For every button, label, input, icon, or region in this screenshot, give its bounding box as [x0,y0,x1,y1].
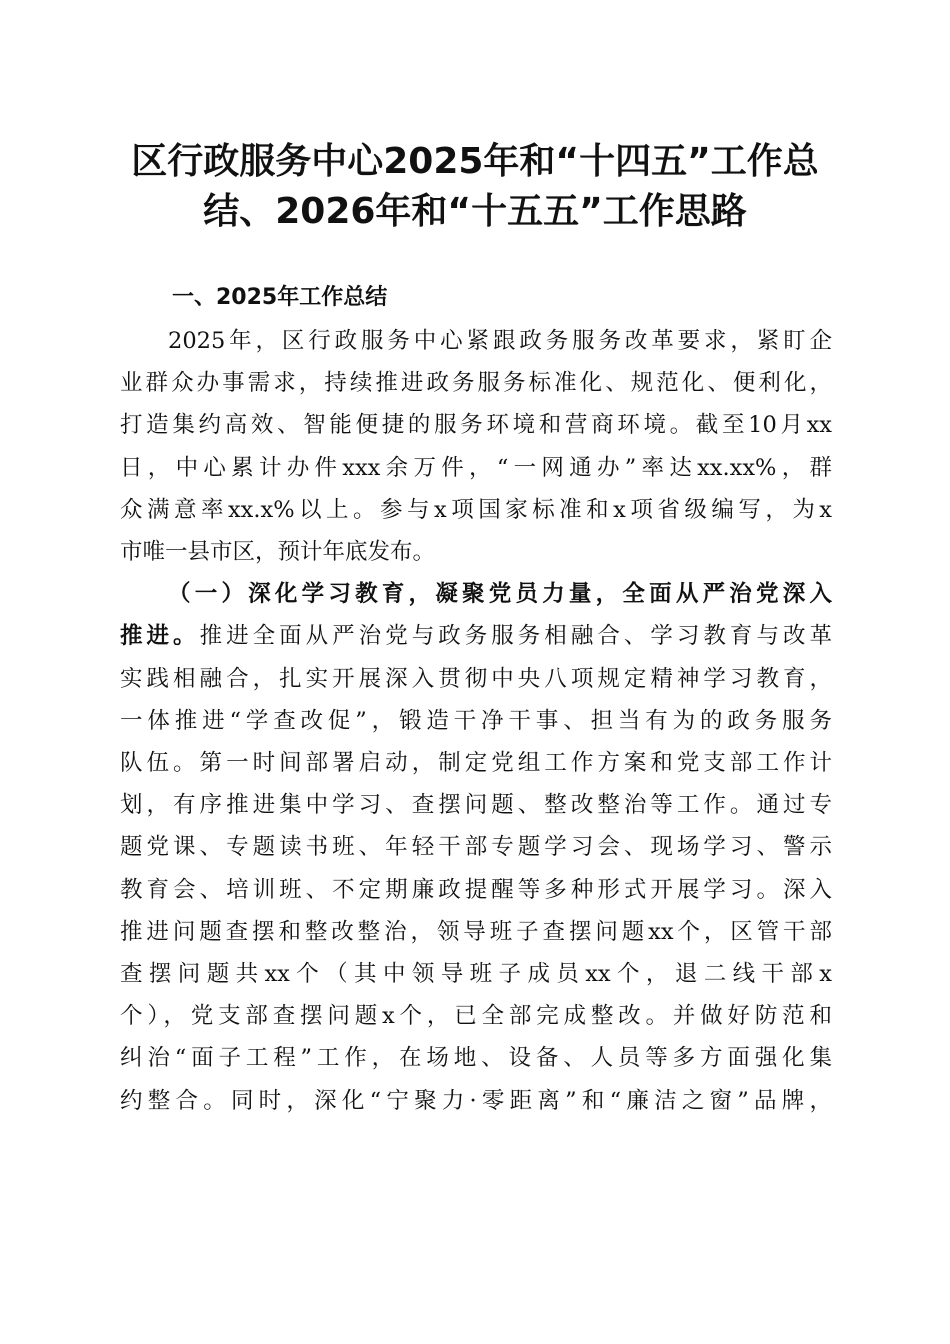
paragraph-line: 队伍。第一时间部署启动，制定党组工作方案和党支部工作计 [120,750,832,777]
paragraph-text: 推进全面从严治党与政务服务相融合、学习教育与改革 [199,623,832,650]
subsection-heading-end: 推进。 [120,623,200,650]
paragraph-line: 推进问题查摆和整改整治，领导班子查摆问题xx个，区管干部 [120,918,832,945]
paragraph-line: 题党课、专题读书班、年轻干部专题学习会、现场学习、警示 [120,834,832,861]
paragraph-line: 查摆问题共xx个（其中领导班子成员xx个，退二线干部x [120,961,832,988]
paragraph-line: 打造集约高效、智能便捷的服务环境和营商环境。截至10月xx [120,412,832,439]
title-line-2: 结、2026年和“十五五”工作思路 [203,191,747,232]
paragraph-line: 市唯一县市区，预计年底发布。 [120,539,436,566]
subsection-heading: （一）深化学习教育，凝聚党员力量，全面从严治党深入 [168,581,832,608]
paragraph-line: 实践相融合，扎实开展深入贯彻中央八项规定精神学习教育， [120,665,832,692]
paragraph-line: 约整合。同时，深化“宁聚力·零距离”和“廉洁之窗”品牌， [120,1087,832,1114]
paragraph-line: 一体推进“学查改促”，锻造干净干事、担当有为的政务服务 [120,707,832,734]
paragraph-line: 业群众办事需求，持续推进政务服务标准化、规范化、便利化， [120,370,832,397]
paragraph-line [120,615,832,657]
title-line-1: 区行政服务中心2025年和“十四五”工作总 [131,141,819,182]
paragraph-line: 2025年，区行政服务中心紧跟政务服务改革要求，紧盯企 [168,328,832,354]
paragraph-line: 划，有序推进集中学习、查摆问题、整改整治等工作。通过专 [120,792,832,819]
paragraph-line: 教育会、培训班、不定期廉政提醒等多种形式开展学习。深入 [120,876,832,903]
subsection-paragraph [120,573,832,1122]
paragraph-line: 日，中心累计办件xxx余万件，“一网通办”率达xx.xx%，群 [120,454,832,481]
paragraph-line: 个），党支部查摆问题x个，已全部完成整改。并做好防范和 [120,1003,832,1030]
intro-paragraph [120,320,832,573]
document-body [120,276,832,1122]
section-heading: 一、2025年工作总结 [172,285,388,310]
document-title [100,137,850,237]
paragraph-line: 纠治“面子工程”工作，在场地、设备、人员等多方面强化集 [120,1045,832,1072]
paragraph-line: 众满意率xx.x%以上。参与x项国家标准和x项省级编写，为x [120,496,832,523]
